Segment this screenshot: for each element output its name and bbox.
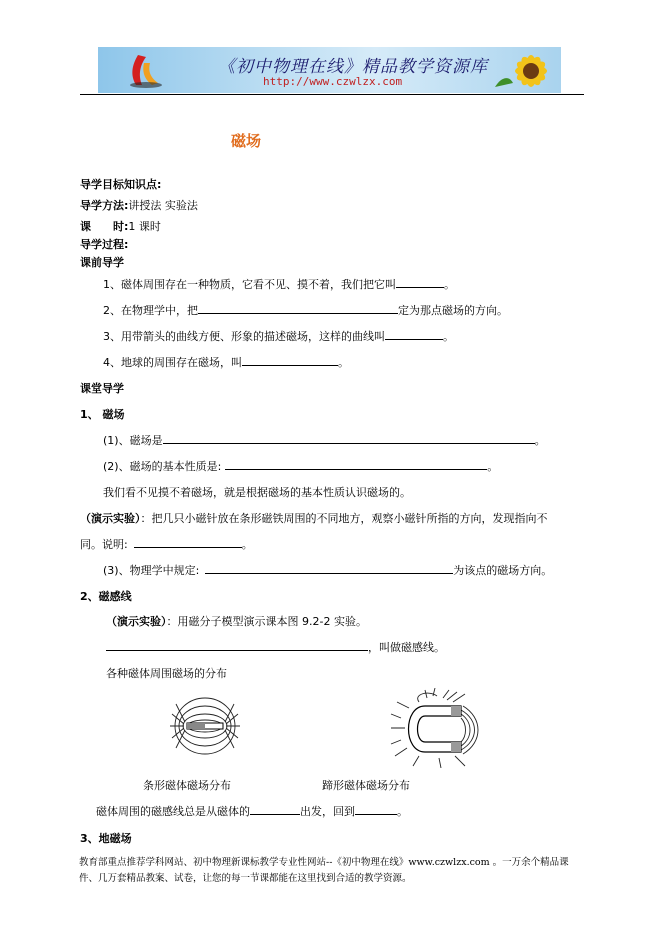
footer-line-2: 件、几万套精品教案、试卷，让您的每一节课都能在这里找到合适的教学资源。 — [79, 873, 412, 884]
section-1-heading: 1、 磁场 — [80, 408, 125, 421]
caption-horseshoe-magnet: 蹄形磁体磁场分布 — [322, 779, 410, 792]
pre-class-item-2 — [103, 302, 508, 318]
method-label: 导学方法: — [80, 199, 129, 212]
item-text: 。 — [338, 356, 349, 369]
field-line-rule — [96, 803, 408, 819]
pre-class-heading: 课前导学 — [80, 256, 124, 269]
item-text: 。 — [397, 805, 408, 818]
caption-bar-magnet: 条形磁体磁场分布 — [143, 779, 231, 792]
in-class-heading: 课堂导学 — [80, 382, 124, 395]
answer-blank[interactable] — [385, 328, 443, 340]
item-text: 2、在物理学中，把 — [103, 304, 198, 317]
demo-label: （演示实验） — [106, 615, 167, 628]
item-text: 。 — [241, 538, 253, 551]
item-text: 定为那点磁场的方向。 — [398, 304, 508, 317]
pre-class-item-1 — [103, 276, 455, 292]
item-text: 。 — [443, 330, 454, 343]
answer-blank[interactable] — [250, 803, 300, 815]
item-text: 同。说明: — [80, 538, 128, 551]
hours-label: 课 时: — [80, 220, 129, 233]
item-text: 1、磁体周围存在一种物质，它看不见、摸不着，我们把它叫 — [103, 278, 396, 291]
item-text: 磁体周围的磁感线总是从磁体的 — [96, 805, 250, 818]
demo-experiment-2 — [106, 613, 367, 629]
distribution-heading: 各种磁体周围磁场的分布 — [106, 667, 227, 680]
section-1-item-2 — [103, 458, 498, 474]
answer-blank[interactable] — [355, 803, 397, 815]
answer-blank[interactable] — [106, 639, 368, 651]
item-text: 。 — [534, 434, 546, 447]
section-3-heading: 3、地磁场 — [80, 832, 132, 845]
item-text: 出发，回到 — [300, 805, 355, 818]
item-text: (1)、磁场是 — [103, 434, 163, 447]
site-logo-icon — [124, 51, 164, 89]
method-value: 讲授法 实验法 — [128, 199, 198, 212]
hours-line — [80, 218, 161, 234]
section-2-line — [106, 639, 445, 655]
sunflower-icon — [491, 47, 561, 93]
item-text: ，叫做磁感线。 — [368, 641, 445, 654]
pre-class-item-3 — [103, 328, 454, 344]
horseshoe-magnet-field-diagram — [389, 688, 485, 768]
section-1-item-3 — [103, 562, 552, 578]
item-text: 。 — [487, 460, 499, 473]
answer-blank[interactable] — [134, 536, 242, 548]
answer-blank[interactable] — [205, 562, 453, 574]
answer-blank[interactable] — [242, 354, 338, 366]
item-text: 为该点的磁场方向。 — [453, 564, 553, 577]
demo-experiment-1 — [80, 510, 548, 526]
item-text: (3)、物理学中规定: — [103, 564, 200, 577]
section-2-heading: 2、磁感线 — [80, 590, 132, 603]
item-text: 。 — [444, 278, 455, 291]
answer-blank[interactable] — [396, 276, 444, 288]
demo-label: （演示实验） — [80, 512, 141, 525]
footer-line-1: 教育部重点推荐学科网站、初中物理新课标教学专业性网站--《初中物理在线》www.czwlzx.com 。一万余个精品课 — [79, 857, 569, 868]
pre-class-item-4 — [103, 354, 349, 370]
demo-text: ：把几只小磁针放在条形磁铁周围的不同地方，观察小磁针所指的方向，发现指向不 — [140, 512, 548, 525]
banner-title: 《初中物理在线》精品教学资源库 — [218, 57, 488, 77]
section-1-item-1 — [103, 432, 546, 448]
hours-value: 1 课时 — [128, 220, 161, 233]
item-text: (2)、磁场的基本性质是: — [103, 460, 222, 473]
banner-url[interactable]: http://www.czwlzx.com — [263, 75, 403, 88]
bar-magnet-field-diagram — [168, 688, 242, 764]
item-text: 4、地球的周围存在磁场，叫 — [103, 356, 242, 369]
page-footer — [79, 855, 589, 887]
page-title: 磁场 — [231, 132, 262, 150]
demo-text: ：用磁分子模型演示课本图 9.2-2 实验。 — [166, 615, 367, 628]
process-label: 导学过程: — [80, 238, 129, 251]
header-banner — [98, 47, 561, 93]
answer-blank[interactable] — [163, 432, 535, 444]
section-1-note: 我们看不见摸不着磁场，就是根据磁场的基本性质认识磁场的。 — [103, 486, 411, 499]
objectives-label: 导学目标知识点: — [80, 178, 162, 191]
header-rule — [80, 94, 584, 95]
item-text: 3、用带箭头的曲线方便、形象的描述磁场，这样的曲线叫 — [103, 330, 385, 343]
answer-blank[interactable] — [225, 458, 487, 470]
answer-blank[interactable] — [198, 302, 398, 314]
method-line — [80, 197, 198, 213]
demo-experiment-1-cont — [80, 536, 253, 552]
